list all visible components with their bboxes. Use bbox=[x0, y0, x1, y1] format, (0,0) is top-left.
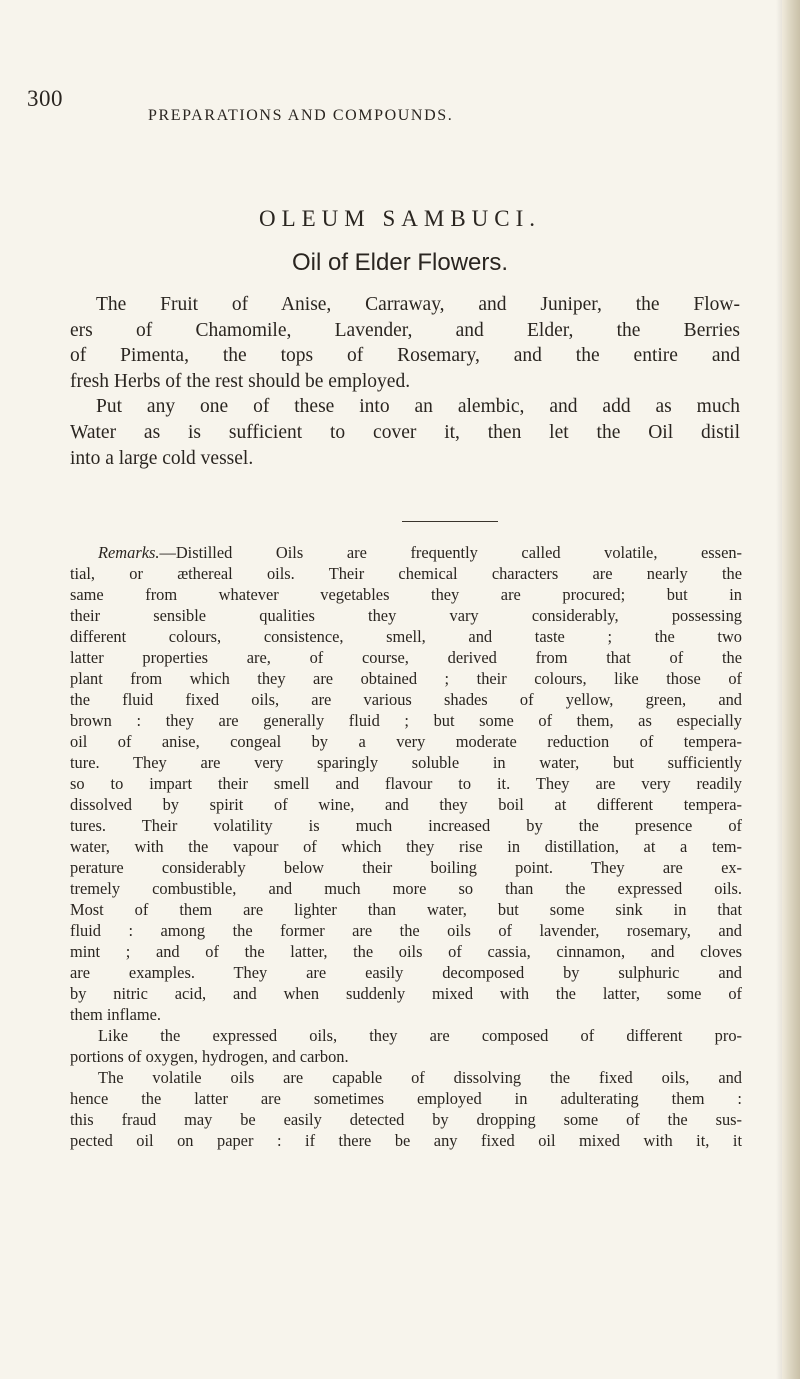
running-head: PREPARATIONS AND COMPOUNDS. bbox=[148, 107, 454, 124]
remarks-line: water, with the vapour of which they rise in distillation, at a tem- bbox=[70, 837, 742, 856]
remarks-line: plant from which they are obtained ; their colours, like those of bbox=[70, 669, 742, 688]
page-number: 300 bbox=[27, 86, 63, 111]
intro-paragraph bbox=[70, 292, 740, 471]
remarks-line: different colours, consistence, smell, and taste ; the two bbox=[70, 627, 742, 646]
remarks-line: perature considerably below their boiling point. They are ex- bbox=[70, 858, 742, 877]
remarks-line: mint ; and of the latter, the oils of cassia, cinnamon, and cloves bbox=[70, 942, 742, 961]
article-subtitle: Oil of Elder Flowers. bbox=[291, 249, 509, 276]
remarks-line: tial, or æthereal oils. Their chemical characters are nearly the bbox=[70, 564, 742, 583]
remarks-line: Most of them are lighter than water, but some sink in that bbox=[70, 900, 742, 919]
remarks-line: so to impart their smell and flavour to it. They are very readily bbox=[70, 774, 742, 793]
article-title: OLEUM SAMBUCI. bbox=[258, 206, 542, 231]
section-divider bbox=[402, 521, 498, 522]
intro-line: ers of Chamomile, Lavender, and Elder, the Berries bbox=[70, 319, 740, 341]
remarks-line: the fluid fixed oils, are various shades of yellow, green, and bbox=[70, 690, 742, 709]
remarks-line: latter properties are, of course, derived from that of the bbox=[70, 648, 742, 667]
remarks-line: ture. They are very sparingly soluble in water, but sufficiently bbox=[70, 753, 742, 772]
remarks-label: Remarks. bbox=[98, 543, 160, 562]
intro-line: The Fruit of Anise, Carraway, and Juniper, the Flow- bbox=[96, 294, 740, 315]
remarks-line: tremely combustible, and much more so than the expressed oils. bbox=[70, 879, 742, 898]
remarks-line: brown : they are generally fluid ; but some of them, as especially bbox=[70, 711, 742, 730]
remarks-line: Like the expressed oils, they are composed of different pro- bbox=[98, 1026, 742, 1045]
remarks-line: oil of anise, congeal by a very moderate reduction of tempera- bbox=[70, 732, 742, 751]
remarks-line: The volatile oils are capable of dissolving the fixed oils, and bbox=[98, 1068, 742, 1087]
remarks-line: hence the latter are sometimes employed in adulterating them : bbox=[70, 1089, 742, 1108]
remarks-line: them inflame. bbox=[70, 1005, 162, 1024]
remarks-line: by nitric acid, and when suddenly mixed with the latter, some of bbox=[70, 984, 742, 1003]
remarks-line: fluid : among the former are the oils of lavender, rosemary, and bbox=[70, 921, 742, 940]
remarks-line: —Distilled Oils are frequently called volatile, essen- bbox=[159, 543, 742, 562]
remarks-line: dissolved by spirit of wine, and they boil at different tempera- bbox=[70, 795, 742, 814]
intro-line: of Pimenta, the tops of Rosemary, and the entire and bbox=[70, 345, 740, 367]
remarks-line: portions of oxygen, hydrogen, and carbon. bbox=[70, 1047, 349, 1066]
remarks-line: tures. Their volatility is much increased by the presence of bbox=[70, 816, 742, 835]
remarks-line: their sensible qualities they vary considerably, possessing bbox=[70, 606, 742, 625]
remarks-paragraph bbox=[70, 542, 742, 1151]
remarks-first-line bbox=[70, 542, 742, 563]
remarks-line: are examples. They are easily decomposed by sulphuric and bbox=[70, 963, 742, 982]
remarks-line: pected oil on paper : if there be any fixed oil mixed with it, it bbox=[70, 1131, 742, 1150]
remarks-line: same from whatever vegetables they are procured; but in bbox=[70, 585, 742, 604]
intro-line: into a large cold vessel. bbox=[70, 447, 254, 469]
intro-line: Put any one of these into an alembic, and add as much bbox=[96, 396, 740, 418]
intro-line: Water as is sufficient to cover it, then let the Oil distil bbox=[70, 421, 740, 443]
remarks-line: this fraud may be easily detected by dropping some of the sus- bbox=[70, 1110, 742, 1129]
intro-line: fresh Herbs of the rest should be employed. bbox=[70, 370, 411, 392]
